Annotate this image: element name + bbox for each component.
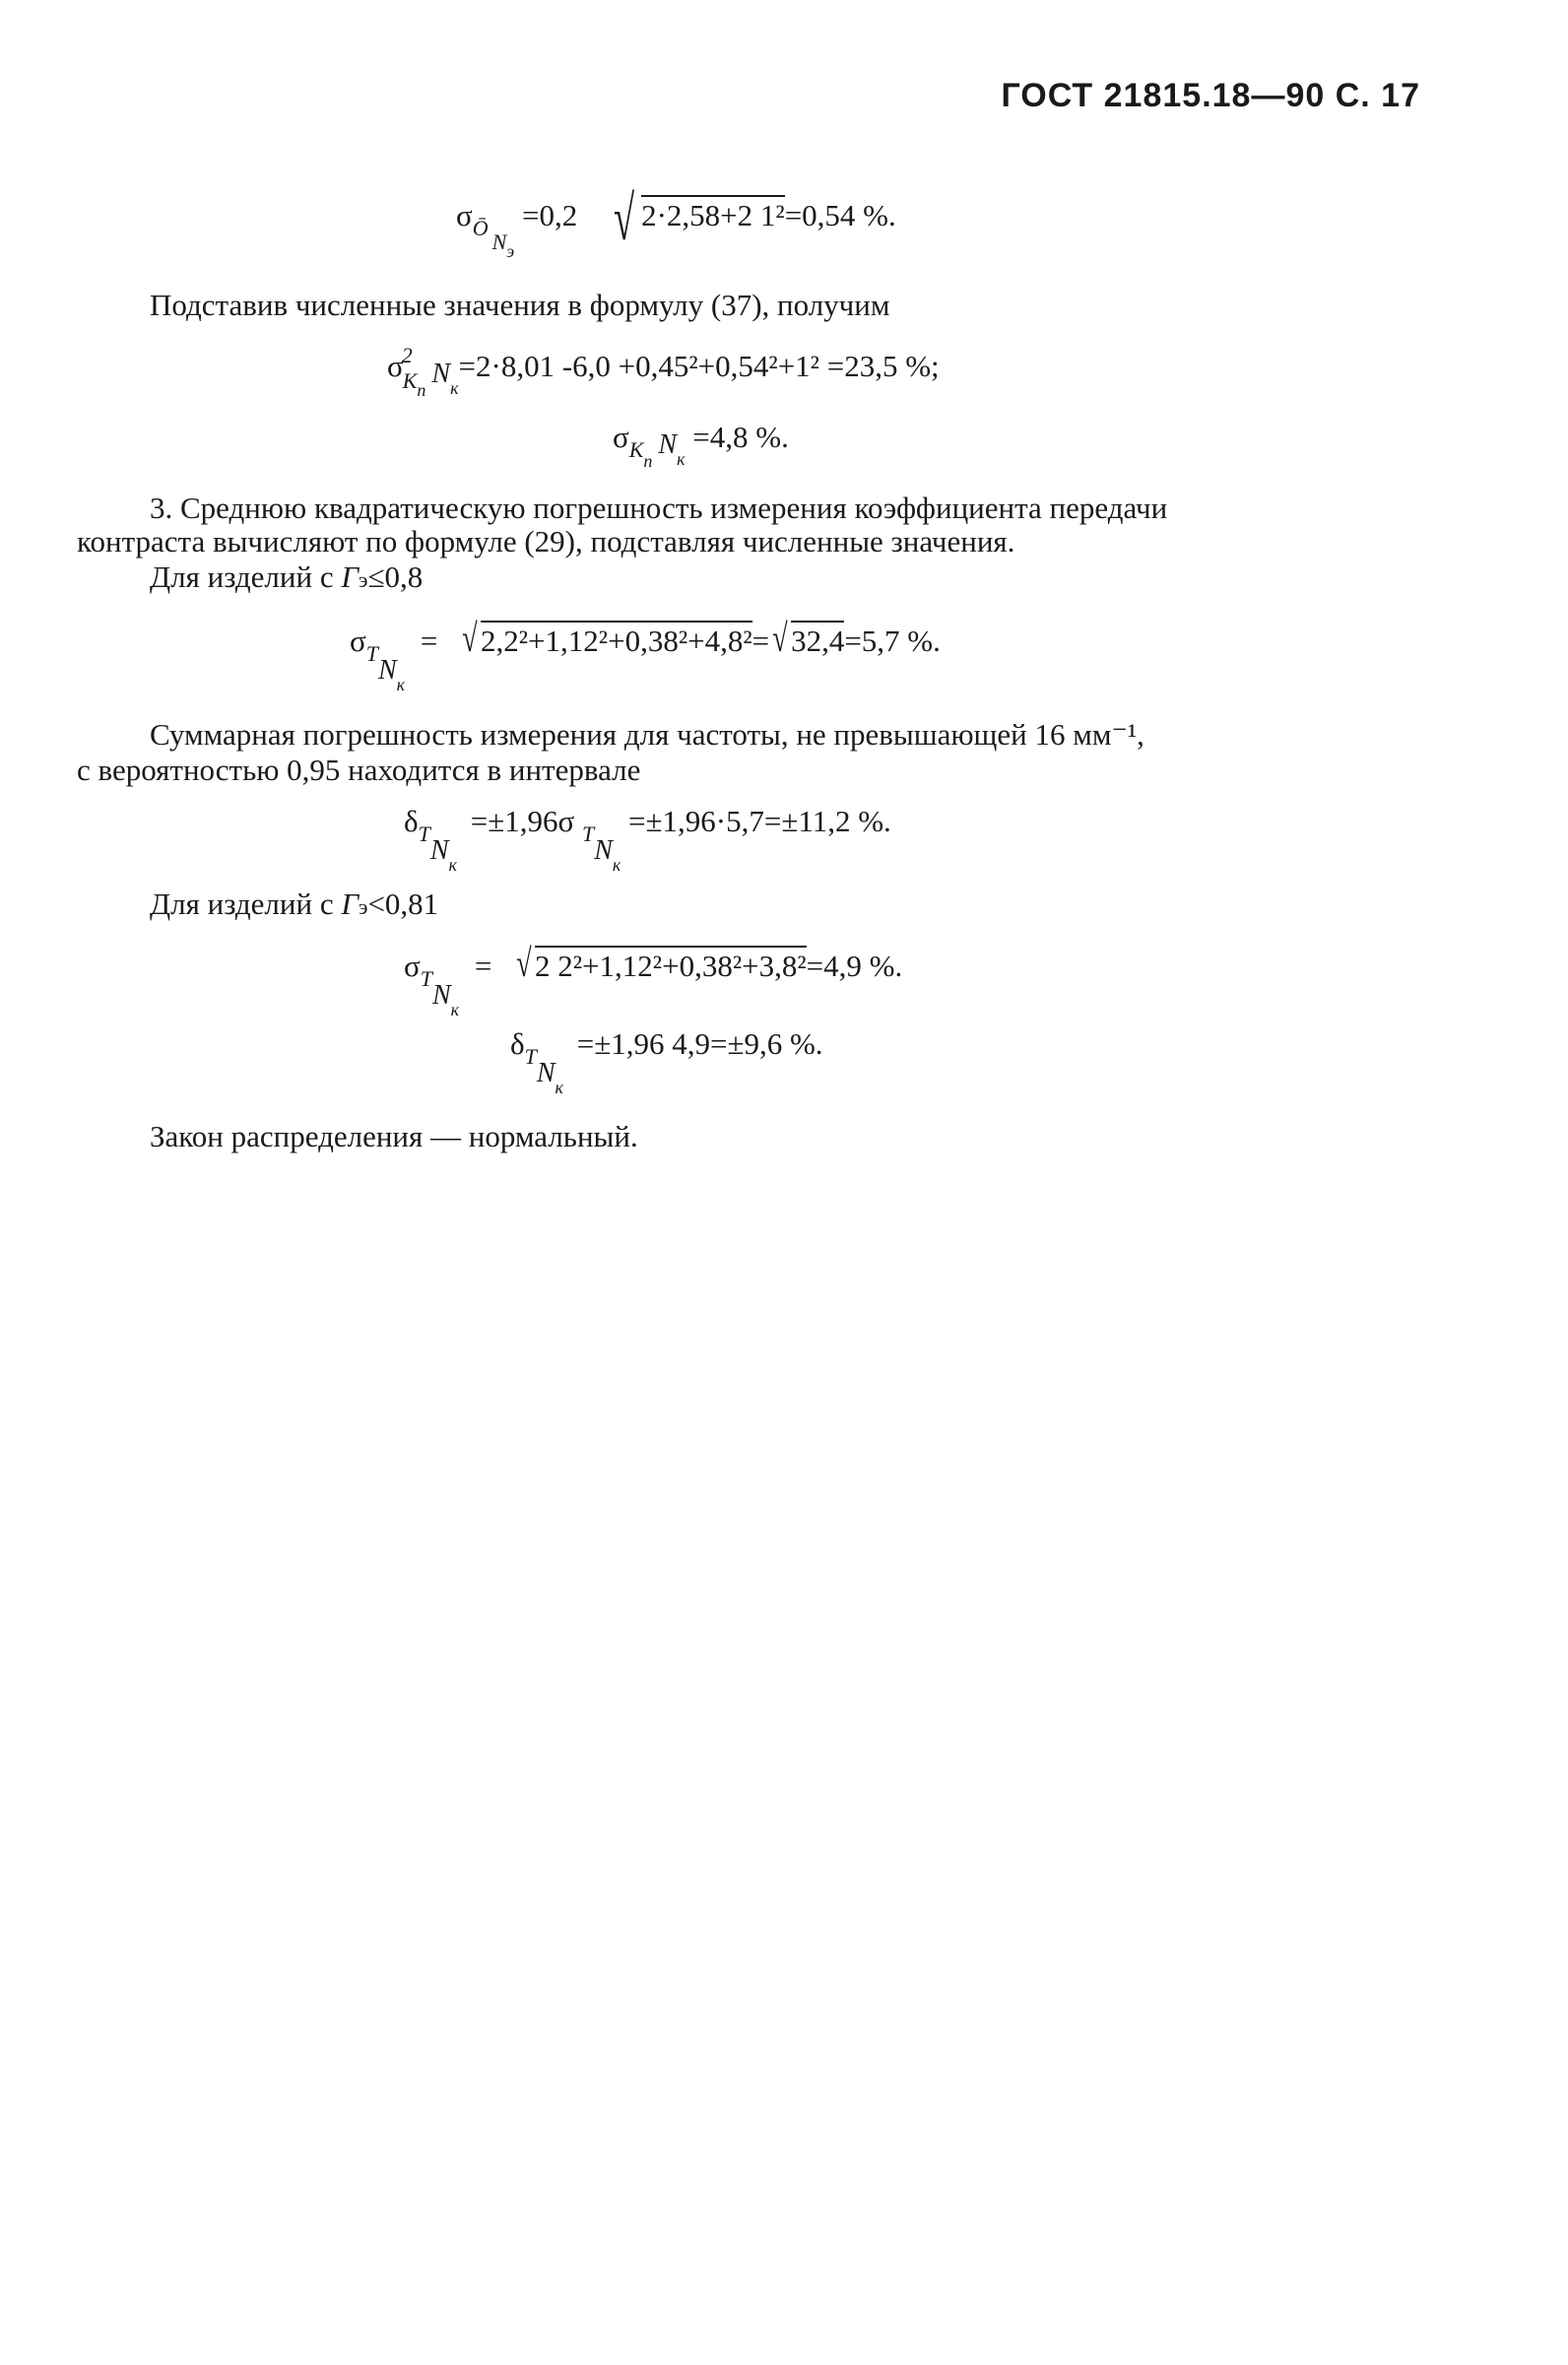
formula-delta-t-nk-1 [404,804,891,875]
formula-sigma-t-nk-2 [404,941,903,1019]
formula-lhs-sub-n: N [429,835,449,866]
formula-lhs-sub-t: T [418,821,430,846]
condition-var: Г [341,559,359,594]
radicand: 2·2,58+2 1² [641,195,785,230]
condition-prefix: Для изделий с [150,887,342,921]
formula-mid-sub-t: T [581,821,595,846]
paragraph-item3-line3 [150,561,423,592]
formula-lhs-sub-t: T [420,966,432,991]
paragraph-substitution: Подставив численные значения в формулу (37), получим [150,288,890,322]
formula-lhs-sub-n: N [658,429,678,460]
formula-sigma-kp-nk [613,420,789,471]
radical-sign: √ [516,941,532,985]
formula-lhs-sub-k: K [628,437,644,462]
radicand: 32,4 [791,621,844,656]
formula-eq2: = [751,624,770,658]
formula-lhs-sub-k: к [450,1000,460,1019]
condition-prefix: Для изделий с [150,559,342,594]
paragraph-distribution-law: Закон распределения — нормальный. [150,1119,638,1153]
formula-lhs: σ [404,949,421,983]
formula-lhs-sub-p: п [417,380,426,400]
formula-mid: =±1,96σ [470,804,575,838]
formula-lhs: σ [456,198,473,232]
paragraph-item3-line2: контраста вычисляют по формуле (29), подставляя численные значения. [77,524,1015,558]
formula-mid-sub-n: N [594,835,613,866]
formula-sigma-o-ne [456,183,896,261]
formula-lhs: δ [510,1026,525,1061]
paragraph-item3-line1: 3. Среднюю квадратическую погрешность измерения коэффициента передачи [150,491,1168,525]
formula-rhs: =±1,96 4,9=±9,6 %. [576,1026,823,1061]
formula-eq: = [474,949,492,983]
sqrt-expression [607,183,785,253]
formula-result: =5,7 %. [844,624,941,658]
radicand: 2,2²+1,12²+0,38²+4,8² [481,621,752,656]
condition-sub: э [358,894,368,919]
formula-lhs: σ [350,624,366,658]
formula-rhs: =2·8,01 -6,0 +0,45²+0,54²+1² =23,5 %; [458,349,940,383]
paragraph-total-error-line1: Суммарная погрешность измерения для частоты, не превышающей 16 мм⁻¹, [150,717,1144,752]
formula-sigma-sq-kp-nk [387,343,940,400]
formula-lhs-sub-e: э [506,241,515,261]
formula-lhs-sub-n: N [377,655,397,686]
formula-lhs-sub-k: к [448,855,457,875]
formula-result: =4,9 %. [806,949,903,983]
formula-lhs-sub-p: п [643,451,653,471]
formula-lhs-sub-o: Ō [472,216,489,240]
paragraph-total-error-line2: с вероятностью 0,95 находится в интервале [77,753,641,787]
radical-sign: √ [772,616,788,660]
formula-lhs: σ [613,420,629,454]
formula-sigma-t-nk-1 [350,616,941,694]
formula-lhs-sub-n: N [431,980,451,1011]
radical-sign: √ [462,616,478,660]
condition-var: Г [341,887,359,921]
formula-coef: =0,2 [521,198,578,232]
formula-lhs-sub-n: N [491,230,507,254]
radical-sign: √ [613,183,635,253]
formula-lhs-sub-t: T [524,1044,537,1069]
formula-result: =0,54 %. [784,198,896,232]
formula-rhs: =4,8 %. [692,420,789,454]
formula-eq: = [420,624,438,658]
formula-lhs-sub-n: N [431,359,451,389]
sqrt-expression [513,941,807,985]
sqrt-expression-1 [459,616,752,660]
formula-rhs: =±1,96·5,7=±11,2 %. [628,804,891,838]
formula-lhs-sub-n: N [536,1058,555,1088]
formula-lhs: δ [404,804,419,838]
formula-lhs-sub-k: K [402,368,418,393]
page-header: ГОСТ 21815.18—90 С. 17 [1001,77,1420,114]
formula-mid-sub-k: к [612,855,621,875]
formula-lhs-sub-k: к [396,675,406,694]
formula-lhs: σ [387,349,404,383]
formula-lhs-sub-t: T [365,641,378,666]
formula-lhs-sup: 2 [401,343,413,367]
formula-delta-t-nk-2 [510,1026,823,1097]
formula-lhs-sub-k: к [555,1078,563,1097]
condition-sub: э [358,567,368,592]
condition-value: ≤0,8 [367,559,424,594]
formula-lhs-sub-kk: к [450,378,459,398]
sqrt-expression-2 [769,616,845,660]
condition-value: <0,81 [367,887,439,921]
formula-lhs-sub-kk: к [677,449,686,469]
radicand: 2 2²+1,12²+0,38²+3,8² [535,946,807,981]
paragraph-condition-2 [150,888,438,919]
